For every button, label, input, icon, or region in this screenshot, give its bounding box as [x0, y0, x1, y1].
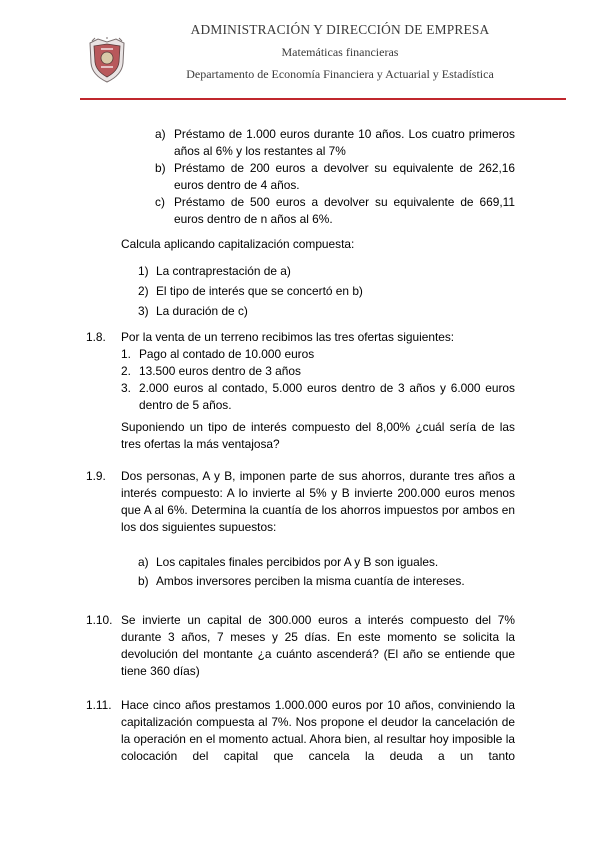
header-department: Departamento de Economía Financiera y Actuarial y Estadística: [186, 67, 494, 81]
prev-exercise-questions: [138, 261, 518, 321]
header-divider: [80, 98, 566, 100]
exercise-number: 1.10.: [86, 613, 113, 627]
list-item: 2) El tipo de interés que se concertó en b): [138, 284, 363, 298]
list-item: 3. 2.000 euros al contado, 5.000 euros dentro de 3 años y 6.000 euros dentro de 5 años.: [121, 381, 515, 412]
prev-exercise-items: [155, 126, 515, 228]
university-seal-icon: [86, 37, 128, 83]
list-item: 1. Pago al contado de 10.000 euros: [121, 347, 315, 361]
list-item: 1) La contraprestación de a): [138, 264, 291, 278]
list-item: a) Los capitales finales percibidos por A y B son iguales.: [138, 555, 439, 569]
list-item: 3) La duración de c): [138, 304, 248, 318]
header-subject: Matemáticas financieras: [281, 45, 399, 59]
header-institution: ADMINISTRACIÓN Y DIRECCIÓN DE EMPRESA: [190, 22, 490, 37]
list-item: b) Ambos inversores perciben la misma cuantía de intereses.: [138, 574, 465, 588]
list-item: c) Préstamo de 500 euros a devolver su equivalente de 669,11 euros dentro de n años al 6%.: [155, 195, 515, 226]
exercise-1-8-options: [121, 346, 515, 414]
exercise-1-9-cases: [138, 553, 518, 591]
exercise-number: 1.11.: [86, 698, 112, 712]
exercise-1-8-intro: Por la venta de un terreno recibimos las tres ofertas siguientes:: [121, 330, 455, 344]
exercise-number: 1.8.: [86, 330, 106, 344]
list-item: 2. 13.500 euros dentro de 3 años: [121, 364, 301, 378]
exercise-1-8-question: Suponiendo un tipo de interés compuesto del 8,00% ¿cuál sería de las tres ofertas la más ventajosa?: [121, 420, 515, 451]
exercise-1-10-text: Se invierte un capital de 300.000 euros a interés compuesto del 7% durante 3 años, 7 meses y 25 días. En este momento se solicita la devolución del montante ¿a cuánto ascenderá? (El año se entiende que tiene 360 días): [121, 613, 515, 678]
exercise-1-11-text: Hace cinco años prestamos 1.000.000 euros por 10 años, conviniendo la capitalización compuesta al 7%. Nos propone el deudor la cancelación de la operación en el momento actual. Ahora bien, al resultar hoy imposible la colocación del capital que cancela la deuda a un tanto: [121, 698, 515, 763]
prev-exercise-instruction: Calcula aplicando capitalización compuesta:: [121, 237, 355, 251]
list-item: a) Préstamo de 1.000 euros durante 10 años. Los cuatro primeros años al 6% y los restantes al 7%: [155, 127, 515, 158]
list-item: b) Préstamo de 200 euros a devolver su equivalente de 262,16 euros dentro de 4 años.: [155, 161, 515, 192]
exercise-1-9-text: Dos personas, A y B, imponen parte de sus ahorros, durante tres años a interés compuesto: A lo invierte al 5% y B invierte 200.000 euros menos que A al 6%. Determina la cuantía de los ahorros impuestos por ambos en los dos siguientes supuestos:: [121, 469, 515, 534]
exercise-number: 1.9.: [86, 469, 106, 483]
